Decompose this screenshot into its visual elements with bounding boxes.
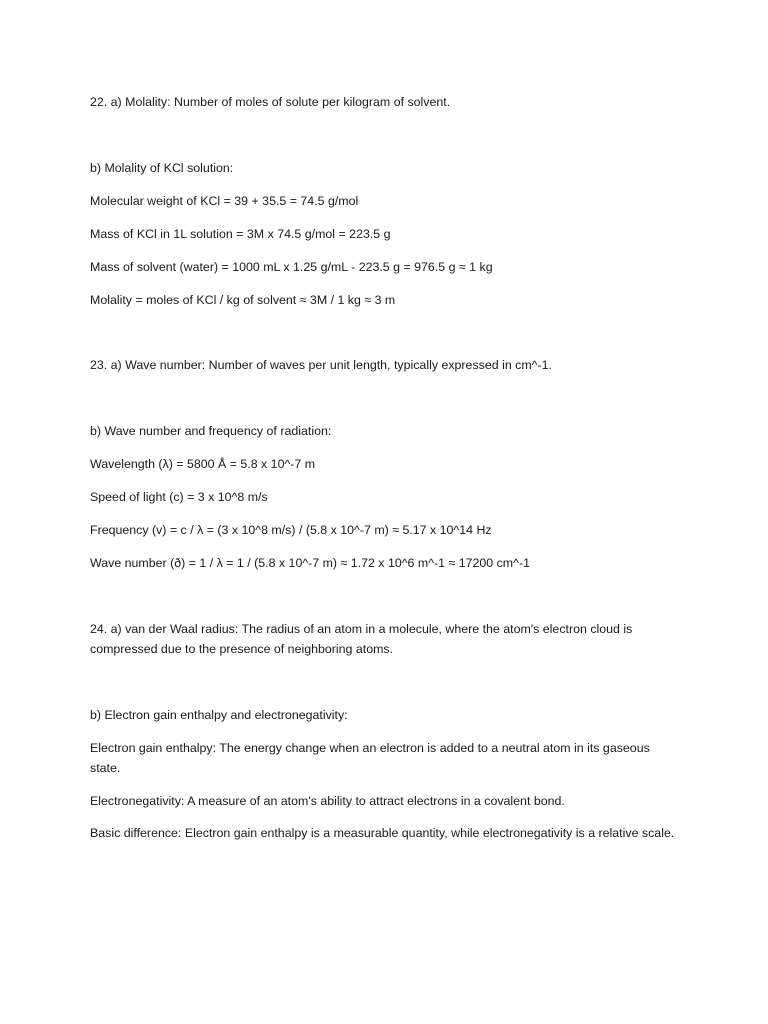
- q24-part-b-heading: b) Electron gain enthalpy and electronegativity:: [90, 708, 348, 722]
- q22-part-b-line-1: Molecular weight of KCl = 39 + 35.5 = 74.5 g/mol: [90, 194, 359, 208]
- q24-part-b-line-1: Electron gain enthalpy: The energy change when an electron is added to a neutral atom in its gaseous state.: [90, 741, 650, 775]
- q22-part-b-line-3: Mass of solvent (water) = 1000 mL x 1.25 g/mL - 223.5 g = 976.5 g ≈ 1 kg: [90, 260, 493, 274]
- q22-part-b-heading: b) Molality of KCl solution:: [90, 161, 234, 175]
- q23-part-b-line-2: Speed of light (c) = 3 x 10^8 m/s: [90, 490, 268, 504]
- q22-part-b-line-4: Molality = moles of KCl / kg of solvent ≈ 3M / 1 kg ≈ 3 m: [90, 293, 396, 307]
- q23-part-b-line-4: Wave number (ð) = 1 / λ = 1 / (5.8 x 10^-7 m) ≈ 1.72 x 10^6 m^-1 ≈ 17200 cm^-1: [90, 556, 530, 570]
- q23-part-b-line-1: Wavelength (λ) = 5800 Å = 5.8 x 10^-7 m: [90, 457, 316, 471]
- q23-part-b-heading: b) Wave number and frequency of radiation:: [90, 424, 332, 438]
- q22-part-a: 22. a) Molality: Number of moles of solute per kilogram of solvent.: [90, 95, 451, 109]
- q24-part-b-line-2: Electronegativity: A measure of an atom's ability to attract electrons in a covalent bond.: [90, 794, 565, 808]
- q24-part-b-line-3: Basic difference: Electron gain enthalpy is a measurable quantity, while electronegativity is a relative scale.: [90, 826, 675, 840]
- q23-part-b-line-3: Frequency (v) = c / λ = (3 x 10^8 m/s) / (5.8 x 10^-7 m) ≈ 5.17 x 10^14 Hz: [90, 523, 492, 537]
- q24-part-a: 24. a) van der Waal radius: The radius of an atom in a molecule, where the atom's electron cloud is compressed due to the presence of neighboring atoms.: [90, 622, 633, 656]
- q23-part-a: 23. a) Wave number: Number of waves per unit length, typically expressed in cm^-1.: [90, 358, 552, 372]
- q22-part-b-line-2: Mass of KCl in 1L solution = 3M x 74.5 g/mol = 223.5 g: [90, 227, 391, 241]
